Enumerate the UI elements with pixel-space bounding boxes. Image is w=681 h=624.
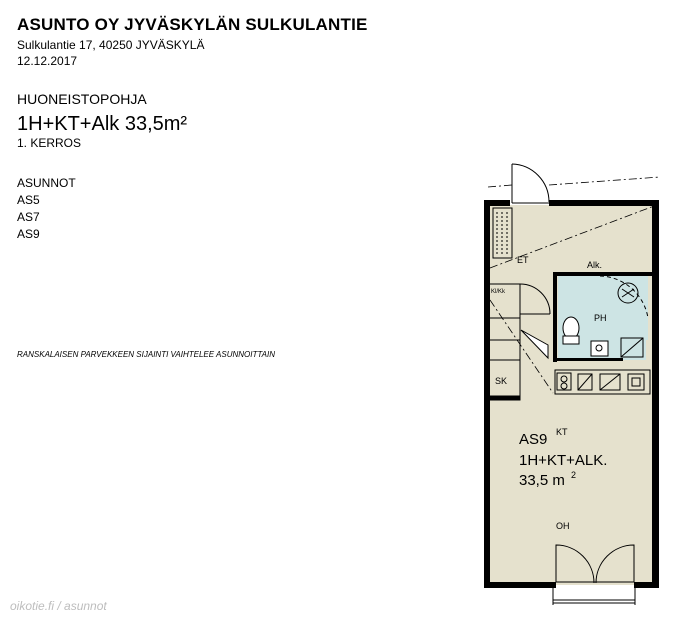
apartment-area-sup: 2 [571,470,577,480]
apartment-item: AS5 [17,193,40,207]
room-label-washer: Kl/Kk [491,289,506,295]
apartment-area: 33,5 m [519,472,565,489]
floor-label: 1. KERROS [17,136,82,150]
apartment-item: AS9 [17,227,40,241]
room-label-bathroom: PH [594,313,607,323]
kitchen-strip [555,370,650,394]
date: 12.12.2017 [17,54,78,68]
room-label-alcove: Alk. [587,260,603,270]
floor-area [490,205,658,585]
apartment-type: 1H+KT+ALK. [519,452,608,469]
balcony-note: RANSKALAISEN PARVEKKEEN SIJAINTI VAIHTELEE ASUNNOITTAIN [17,350,275,359]
entrance-door [512,164,549,203]
apartment-kt: KT [556,427,568,437]
address: Sulkulantie 17, 40250 JYVÄSKYLÄ [17,38,205,52]
document-title: ASUNTO OY JYVÄSKYLÄN SULKULANTIE [17,15,368,34]
apartment-item: AS7 [17,210,40,224]
room-label-entrance: ET [517,255,529,265]
plan-type: 1H+KT+Alk 33,5m² [17,113,188,135]
apartments-label: ASUNNOT [17,176,76,190]
watermark: oikotie.fi / asunnot [10,599,107,613]
apartment-id: AS9 [519,431,548,448]
room-label-wardrobe: SK [495,376,508,386]
plan-heading: HUONEISTOPOHJA [17,91,147,107]
room-label-living: OH [556,521,570,531]
